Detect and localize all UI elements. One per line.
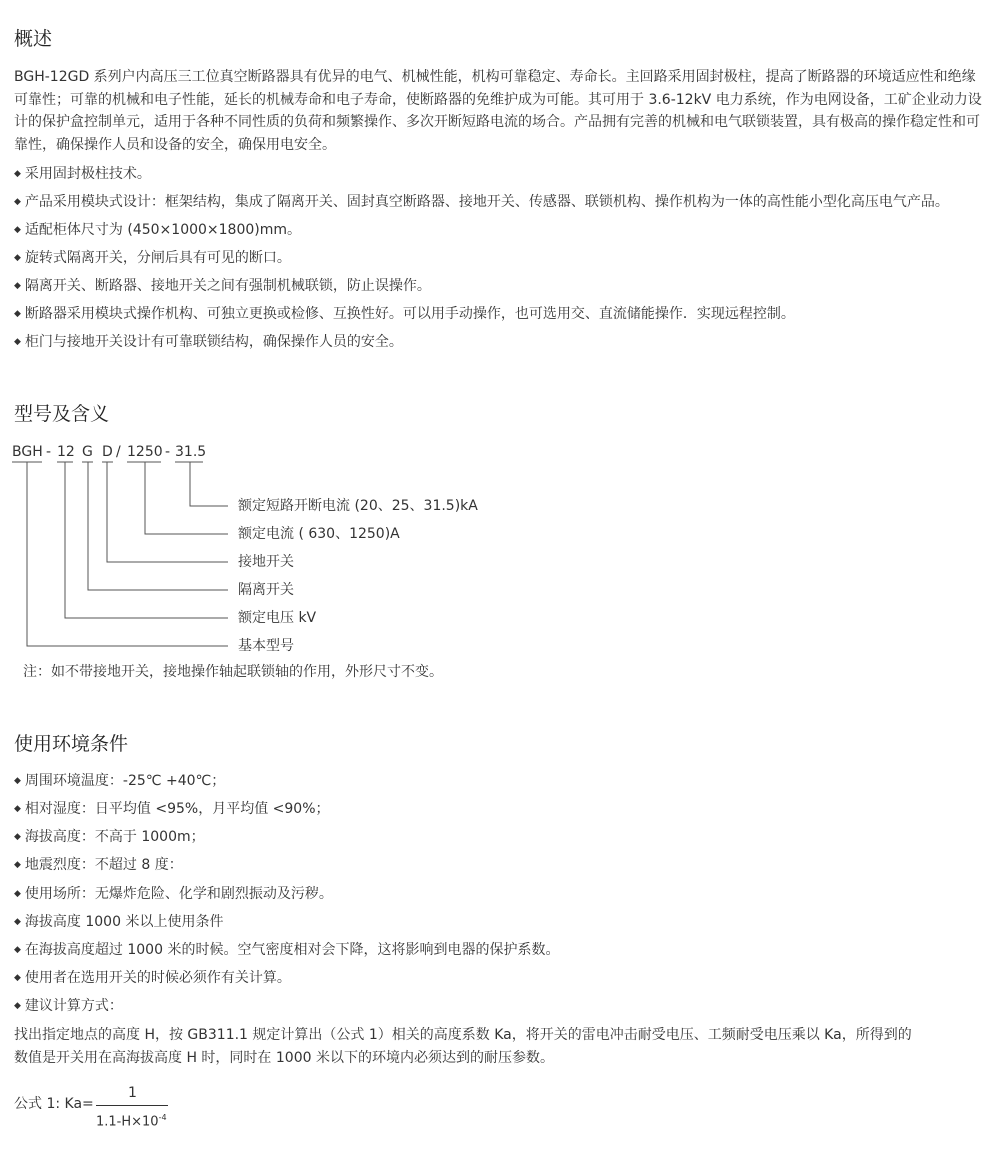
list-item-text: 使用者在选用开关的时候必须作有关计算。 [24, 970, 291, 986]
list-item [14, 855, 183, 875]
leader-breaking [190, 462, 228, 506]
legend-earthing-switch: 接地开关 [238, 554, 294, 570]
diamond-bullet-icon: ◆ [14, 804, 21, 814]
list-item [14, 940, 559, 960]
model-part-earthing: D [102, 444, 113, 460]
diamond-bullet-icon: ◆ [14, 169, 21, 179]
diamond-bullet-icon: ◆ [14, 776, 21, 786]
model-note: 注：如不带接地开关，接地操作轴起联锁轴的作用，外形尺寸不变。 [23, 664, 443, 680]
model-part-isolator: G [82, 444, 93, 460]
list-item-text: 在海拔高度超过 1000 米的时候。空气密度相对会下降，这将影响到电器的保护系数。 [24, 942, 560, 958]
list-item-text: 地震烈度：不超过 8 度： [24, 857, 183, 873]
list-item-text: 产品采用模块式设计：框架结构，集成了隔离开关、固封真空断路器、接地开关、传感器、联锁机构、操作机构为一体的高性能小型化高压电气产品。 [24, 194, 949, 210]
list-item [14, 799, 330, 819]
model-heading: 型号及含义 [14, 403, 110, 425]
formula-denominator [96, 1109, 167, 1131]
formula-numerator: 1 [128, 1085, 137, 1101]
list-item [14, 771, 225, 791]
diamond-bullet-icon: ◆ [14, 309, 21, 319]
leader-isolator [88, 462, 228, 590]
diamond-bullet-icon: ◆ [14, 973, 21, 983]
list-item [14, 968, 291, 988]
model-part-voltage: 12 [57, 444, 75, 460]
list-item-text: 隔离开关、断路器、接地开关之间有强制机械联锁，防止误操作。 [24, 278, 431, 294]
diamond-bullet-icon: ◆ [14, 889, 21, 899]
formula-denominator-base: 1.1-H×10 [96, 1114, 159, 1130]
overview-heading: 概述 [14, 28, 53, 50]
list-item-text: 相对湿度：日平均值 <95%，月平均值 <90%； [24, 801, 330, 817]
list-item-text: 断路器采用模块式操作机构、可独立更换或检修、互换性好。可以用手动操作，也可选用交、直流储能操作．实现远程控制。 [24, 306, 795, 322]
calc-paragraph-line-1: 找出指定地点的高度 H，按 GB311.1 规定计算出（公式 1）相关的高度系数 Ka，将开关的雷电冲击耐受电压、工频耐受电压乘以 Ka，所得到的 [14, 1027, 912, 1043]
model-part-slash: / [116, 444, 121, 460]
list-item [14, 912, 223, 932]
legend-isolating-switch: 隔离开关 [238, 582, 294, 598]
model-part-current: 1250 [127, 444, 163, 460]
list-item [14, 996, 123, 1016]
diamond-bullet-icon: ◆ [14, 832, 21, 842]
diamond-bullet-icon: ◆ [14, 225, 21, 235]
model-part-bgh: BGH [12, 444, 43, 460]
list-item-text: 旋转式隔离开关，分闸后具有可见的断口。 [24, 250, 291, 266]
list-item-text: 适配柜体尺寸为 (450×1000×1800)mm。 [24, 222, 302, 238]
model-part-dash: - [46, 444, 52, 460]
diamond-bullet-icon: ◆ [14, 860, 21, 870]
leader-voltage [65, 462, 228, 618]
list-item-text: 使用场所：无爆炸危险、化学和剧烈振动及污秽。 [24, 886, 333, 902]
list-item-text: 海拔高度 1000 米以上使用条件 [24, 914, 224, 930]
diamond-bullet-icon: ◆ [14, 281, 21, 291]
list-item-text: 柜门与接地开关设计有可靠联锁结构，确保操作人员的安全。 [24, 334, 403, 350]
legend-breaking-current: 额定短路开断电流 (20、25、31.5)kA [238, 498, 478, 514]
diamond-bullet-icon: ◆ [14, 197, 21, 207]
leader-current [145, 462, 228, 534]
diamond-bullet-icon: ◆ [14, 917, 21, 927]
list-item [14, 884, 333, 904]
diamond-bullet-icon: ◆ [14, 337, 21, 347]
list-item-text: 采用固封极柱技术。 [24, 166, 151, 182]
diamond-bullet-icon: ◆ [14, 253, 21, 263]
legend-rated-voltage: 额定电压 kV [238, 610, 317, 626]
list-item [14, 827, 205, 847]
diamond-bullet-icon: ◆ [14, 1001, 21, 1011]
leader-earthing [107, 462, 228, 562]
model-part-dash: - [165, 444, 171, 460]
model-part-breaking: 31.5 [175, 444, 207, 460]
overview-paragraph: BGH-12GD 系列户内高压三工位真空断路器具有优异的电气、机械性能，机构可靠稳定、寿命长。主回路采用固封极柱，提高了断路器的环境适应性和绝缘可靠性；可靠的机械和电子性能，延长的机械寿命和电子寿命，使断路器的免维护成为可能。其可用于 3.6-12kV 电力系统，作为电网设备，工矿企业动力设计的保护盒控制单元，适用于各种不同性质的负荷和频繁操作、多次开断短路电流的场合。产品拥有完善的机械和电气联锁装置，具有极高的操作稳定性和可靠性，确保操作人员和设备的安全，确保用电安全。 [14, 69, 982, 153]
environment-heading: 使用环境条件 [14, 733, 129, 755]
diamond-bullet-icon: ◆ [14, 945, 21, 955]
legend-rated-current: 额定电流 ( 630、1250)A [238, 526, 400, 542]
list-item-text: 周围环境温度：-25℃ +40℃； [24, 773, 226, 789]
list-item-text: 建议计算方式： [24, 998, 123, 1014]
legend-basic-model: 基本型号 [238, 638, 294, 654]
formula-fraction-bar [96, 1105, 168, 1106]
formula-label: 公式 1: Ka= [14, 1096, 94, 1112]
list-item-text: 海拔高度：不高于 1000m； [24, 829, 205, 845]
calc-paragraph-line-2: 数值是开关用在高海拔高度 H 时，同时在 1000 米以下的环境内必须达到的耐压参数。 [14, 1050, 554, 1066]
formula-exponent: -4 [158, 1113, 167, 1122]
